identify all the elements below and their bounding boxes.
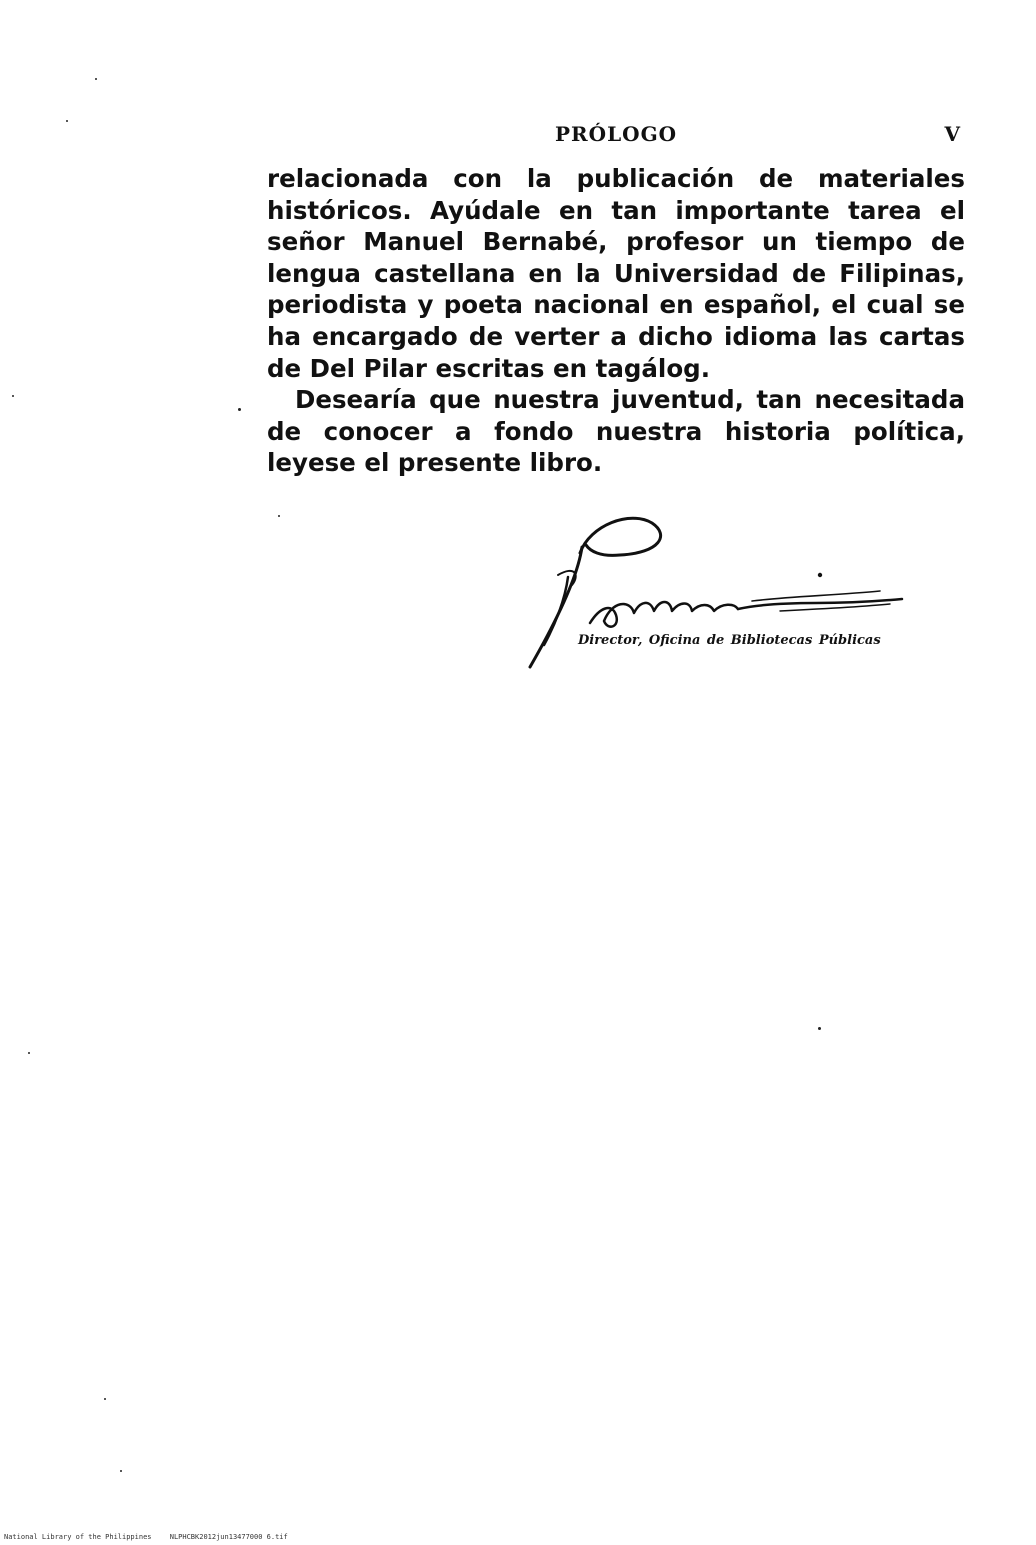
paragraph-1: relacionada con la publicación de materiales históricos. Ayúdale en tan importante tarea el señor Manuel Bernabé, profesor un tiempo de lengua castellana en la Universidad de Filipinas, periodista y poeta nacional en español, el cual se ha encargado de verter a dicho idioma las cartas de Del Pilar escritas en tagálog. <box>267 164 965 383</box>
scan-speck <box>120 1470 122 1472</box>
scan-speck <box>66 120 68 122</box>
page-number: V <box>944 122 960 146</box>
scan-footer <box>4 1533 288 1541</box>
scan-speck <box>818 1027 821 1030</box>
signer-title: Director, Oficina de Bibliotecas Públicas <box>578 633 881 648</box>
scan-speck <box>278 515 280 517</box>
running-title: PRÓLOGO <box>555 122 678 146</box>
body-text <box>267 163 965 479</box>
scan-speck <box>238 408 241 411</box>
scan-speck <box>12 395 14 397</box>
handwritten-signature <box>520 505 920 675</box>
paragraph-2: Desearía que nuestra juventud, tan necesitada de conocer a fondo nuestra historia política, leyese el presente libro. <box>267 385 965 478</box>
signature-block <box>520 505 940 680</box>
footer-library: National Library of the Philippines <box>4 1533 152 1541</box>
footer-file-id: NLPHCBK2012jun13477000 6.tif <box>169 1533 288 1541</box>
scan-speck <box>104 1398 106 1400</box>
scan-speck <box>28 1052 30 1054</box>
running-head <box>265 122 965 152</box>
scan-speck <box>95 78 97 80</box>
